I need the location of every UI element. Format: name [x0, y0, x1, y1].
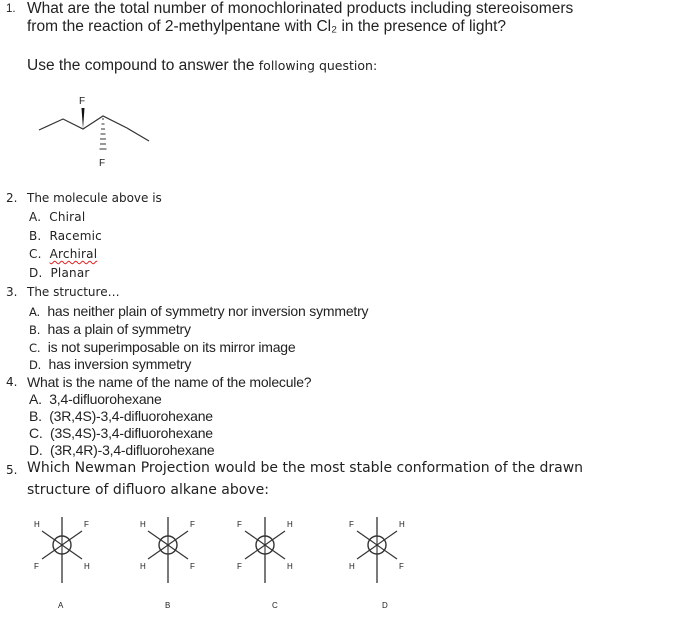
misspelled-word: Archiral — [49, 247, 98, 261]
q4-option-d: D. (3R,4R)-3,4-difluorohexane — [29, 442, 215, 458]
q3-option-a: A. has neither plain of symmetry nor inversion symmetry — [29, 303, 369, 319]
q5-line2: structure of difluoro alkane above: — [27, 482, 269, 498]
wedge-bond — [82, 108, 85, 129]
q4-option-a: A. 3,4-difluorohexane — [29, 391, 162, 407]
q5-number: 5. — [6, 463, 18, 477]
top-fluorine-label: F — [79, 96, 86, 107]
newman-d-label-tl: F — [349, 520, 354, 529]
q4-text: What is the name of the name of the molecule? — [27, 374, 312, 390]
instruction — [27, 57, 377, 75]
q5-line1: Which Newman Projection would be the most stable conformation of the drawn — [27, 460, 584, 476]
newman-a-label-bl: F — [34, 562, 39, 571]
newman-d-label-br: F — [399, 562, 404, 571]
q3-option-b: B. has a plain of symmetry — [29, 321, 191, 337]
newman-b — [140, 517, 195, 610]
q2-text: The molecule above is — [27, 191, 162, 205]
newman-b-label-tr: F — [190, 520, 195, 529]
newman-b-label-br: F — [190, 562, 195, 571]
newman-c-label-br: H — [287, 562, 293, 571]
q4-option-c: C. (3S,4S)-3,4-difluorohexane — [29, 425, 213, 441]
q3-text: The structure… — [27, 285, 120, 299]
q2-option-a: A. Chiral — [29, 210, 86, 224]
q1-line2: from the reaction of 2-methylpentane with Cl₂ in the presence of light? — [27, 18, 507, 35]
newman-d-label-tr: H — [399, 520, 405, 529]
q3-option-d: D. has inversion symmetry — [29, 356, 192, 372]
q2-option-d: D. Planar — [29, 266, 90, 280]
newman-a-label-tr: F — [84, 520, 89, 529]
newman-c-letter: C — [272, 601, 278, 610]
q1-line1: What are the total number of monochlorinated products including stereoisomers — [27, 0, 574, 17]
newman-projections — [0, 505, 674, 629]
q2-option-c: C. Archiral — [29, 247, 98, 261]
q3-number: 3. — [6, 285, 18, 299]
newman-a-label-tl: H — [34, 520, 40, 529]
newman-b-label-bl: H — [140, 562, 146, 571]
newman-b-label-tl: H — [140, 520, 146, 529]
q3-option-c: C. is not superimposable on its mirror image — [29, 339, 296, 355]
newman-c-label-tl: F — [237, 520, 242, 529]
q1-number: 1. — [6, 3, 16, 15]
newman-c-label-bl: F — [237, 562, 242, 571]
newman-d-label-bl: H — [349, 562, 355, 571]
newman-d-letter: D — [382, 601, 388, 610]
newman-a-letter: A — [58, 601, 64, 610]
newman-a — [34, 517, 90, 610]
instruction-part2: following question: — [258, 58, 378, 73]
difluorohexane-structure — [30, 92, 150, 172]
bottom-fluorine-label: F — [99, 158, 106, 169]
newman-b-letter: B — [165, 601, 171, 610]
newman-c — [237, 517, 293, 610]
newman-d — [349, 517, 405, 610]
q4-number: 4. — [6, 375, 18, 389]
q2-number: 2. — [6, 191, 18, 205]
q2-option-b: B. Racemic — [29, 229, 102, 243]
hashed-bond — [100, 119, 107, 149]
newman-c-label-tr: H — [287, 520, 293, 529]
q4-option-b: B. (3R,4S)-3,4-difluorohexane — [29, 408, 213, 424]
newman-a-label-br: H — [84, 562, 90, 571]
instruction-part1: Use the compound to answer the — [27, 57, 259, 74]
